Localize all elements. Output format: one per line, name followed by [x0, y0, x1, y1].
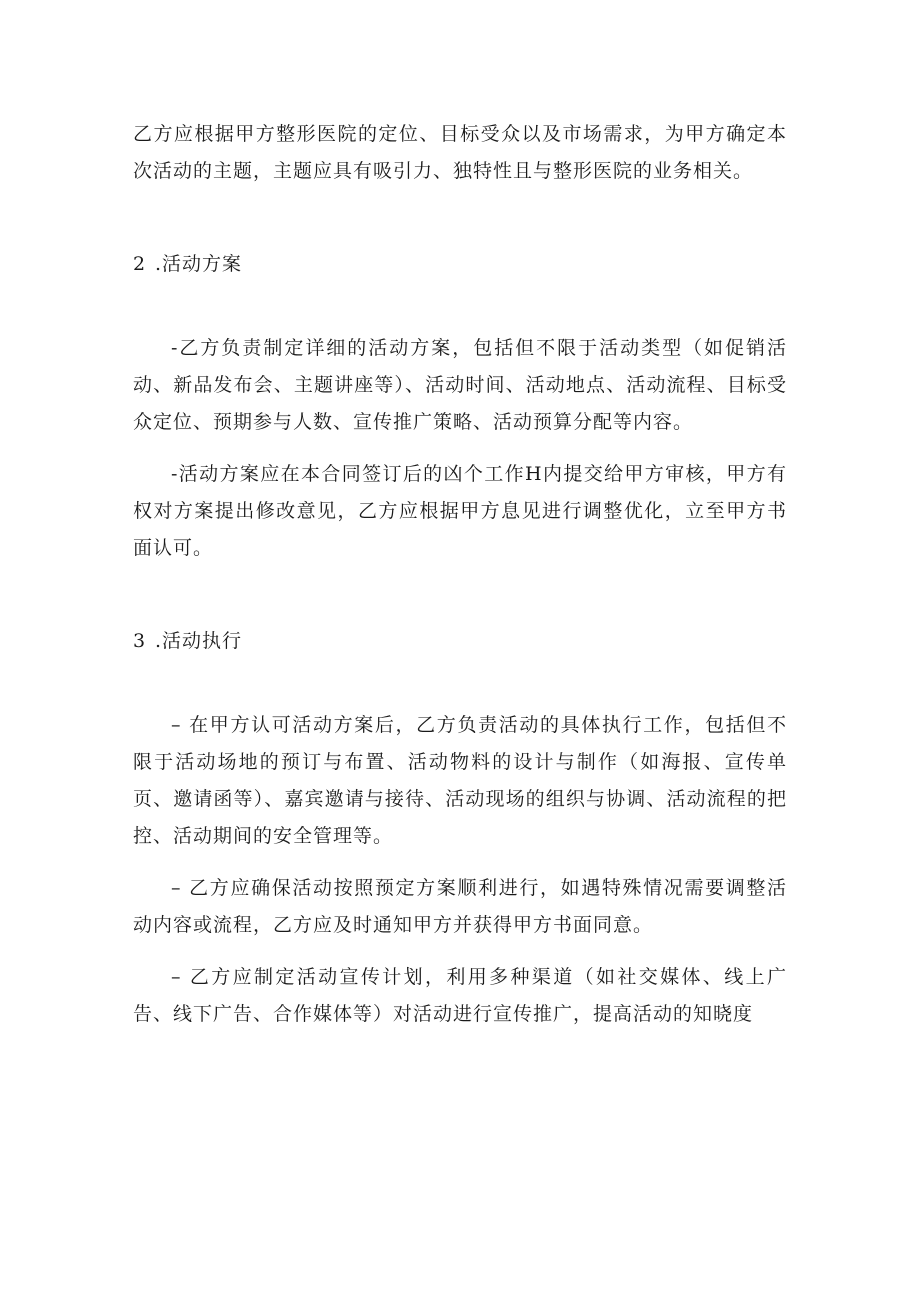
section-3-item-1: – 在甲方认可活动方案后，乙方负责活动的具体执行工作，包括但不限于活动场地的预订与布置、活动物料的设计与制作（如海报、宣传单页、邀请函等）、嘉宾邀请与接待、活动现场的组织与协调、活动流程的把控、活动期间的安全管理等。: [133, 714, 787, 847]
document-page: [133, 116, 787, 1033]
section-2-item-1: -乙方负责制定详细的活动方案，包括但不限于活动类型（如促销活动、新品发布会、主题讲座等）、活动时间、活动地点、活动流程、目标受众定位、预期参与人数、宣传推广策略、活动预算分配等内容。: [133, 337, 787, 433]
section-3-item-2: – 乙方应确保活动按照预定方案顺利进行，如遇特殊情况需要调整活动内容或流程，乙方应及时通知甲方并获得甲方书面同意。: [133, 877, 787, 936]
intro-paragraph: 乙方应根据甲方整形医院的定位、目标受众以及市场需求，为甲方确定本次活动的主题，主题应具有吸引力、独特性且与整形医院的业务相关。: [133, 123, 787, 182]
section-2-heading: [133, 246, 787, 283]
section-3-number: 3: [133, 630, 147, 652]
section-2-title: .活动方案: [155, 253, 243, 275]
section-3-item-3: – 乙方应制定活动宣传计划，利用多种渠道（如社交媒体、线上广告、线下广告、合作媒体等）对活动进行宣传推广，提高活动的知晓度: [133, 966, 787, 1025]
section-3-heading: [133, 623, 787, 660]
section-2-item-2: -活动方案应在本合同签订后的凶个工作H内提交给甲方审核，甲方有权对方案提出修改意见，乙方应根据甲方息见进行调整优化，立至甲方书面认可。: [133, 463, 787, 559]
section-2-number: 2: [133, 253, 147, 275]
section-3-title: .活动执行: [155, 630, 243, 652]
